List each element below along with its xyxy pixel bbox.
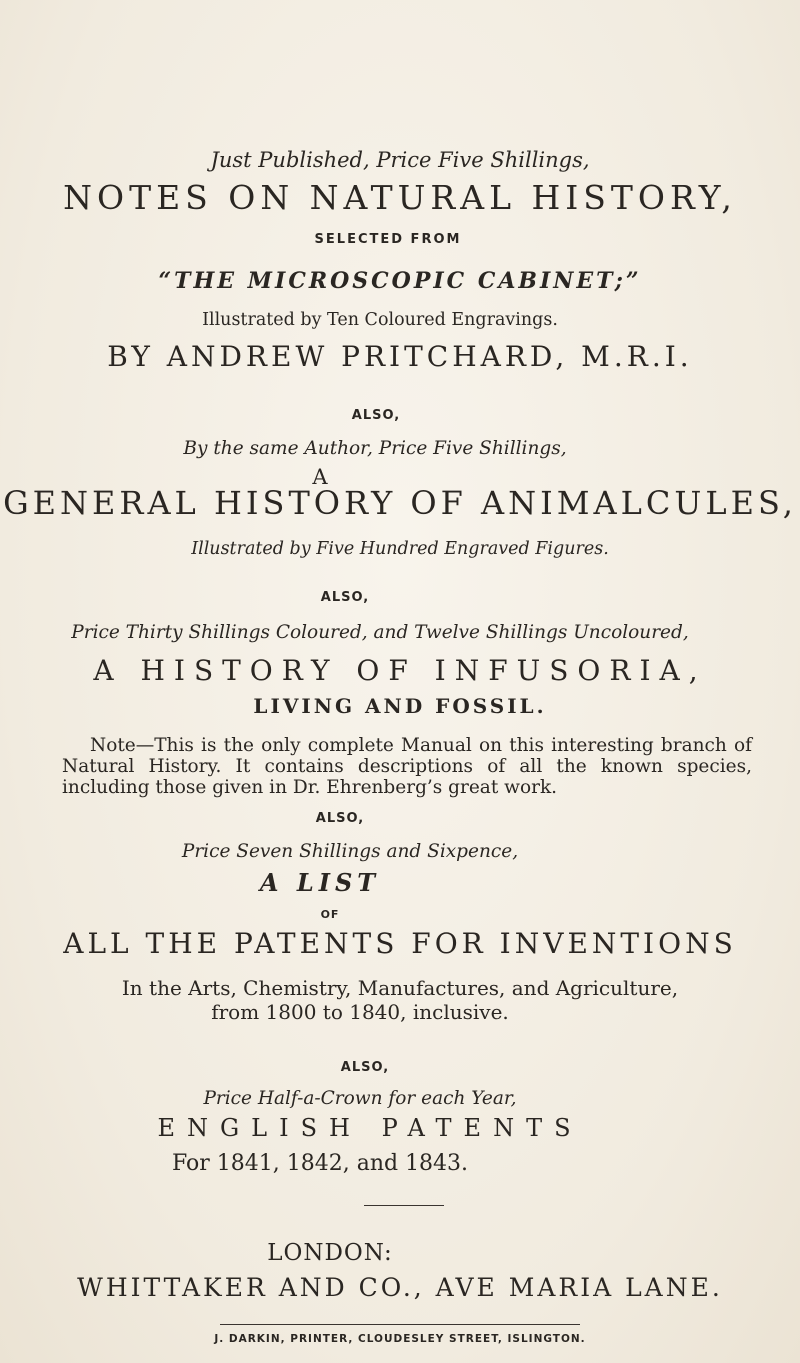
patents-desc-line-1: In the Arts, Chemistry, Manufactures, and Agriculture, <box>121 976 679 1000</box>
animalcules-article: A <box>312 465 328 489</box>
infusoria-note: Note—This is the only complete Manual on this interesting branch of Natural History. It contains descriptions of all the known species, including those given in Dr. Ehrenberg’s great work. <box>62 735 752 798</box>
imprint-publisher: WHITTAKER AND CO., AVE MARIA LANE. <box>77 1273 723 1302</box>
english-patents-price-line: Price Half-a-Crown for each Year, <box>203 1088 517 1109</box>
also-label-1: ALSO, <box>351 408 401 423</box>
notes-title: NOTES ON NATURAL HISTORY, <box>63 178 737 217</box>
section-divider <box>364 1205 444 1206</box>
infusoria-price-line: Price Thirty Shillings Coloured, and Twelve Shillings Uncoloured, <box>71 622 689 643</box>
patents-title: ALL THE PATENTS FOR INVENTIONS <box>63 927 737 960</box>
also-label-3: ALSO, <box>315 811 365 826</box>
imprint-city: LONDON: <box>267 1240 393 1266</box>
list-title: A LIST <box>259 868 381 897</box>
notes-price-line: Just Published, Price Five Shillings, <box>210 148 590 172</box>
patents-price-line: Price Seven Shillings and Sixpence, <box>181 841 519 862</box>
printer-line: J. DARKIN, PRINTER, CLOUDESLEY STREET, ISLINGTON. <box>214 1333 586 1345</box>
also-label-4: ALSO, <box>340 1060 390 1075</box>
microscopic-cabinet-title: “THE MICROSCOPIC CABINET;” <box>158 268 642 294</box>
infusoria-title: A HISTORY OF INFUSORIA, <box>93 654 707 687</box>
also-label-2: ALSO, <box>320 590 370 605</box>
patents-desc-line-2: from 1800 to 1840, inclusive. <box>211 1000 509 1024</box>
author-line: BY ANDREW PRITCHARD, M.R.I. <box>107 340 693 373</box>
animalcules-title: GENERAL HISTORY OF ANIMALCULES, <box>3 484 797 522</box>
imprint-divider <box>220 1324 580 1325</box>
of-label: OF <box>320 908 340 921</box>
notes-illustrated-line: Illustrated by Ten Coloured Engravings. <box>202 310 558 330</box>
english-patents-title: ENGLISH PATENTS <box>157 1114 583 1142</box>
selected-from-label: SELECTED FROM <box>314 232 462 247</box>
animalcules-price-line: By the same Author, Price Five Shillings, <box>183 438 567 459</box>
english-patents-years: For 1841, 1842, and 1843. <box>171 1151 469 1176</box>
infusoria-subtitle: LIVING AND FOSSIL. <box>253 694 547 718</box>
animalcules-illustrated-line: Illustrated by Five Hundred Engraved Figures. <box>191 539 609 559</box>
